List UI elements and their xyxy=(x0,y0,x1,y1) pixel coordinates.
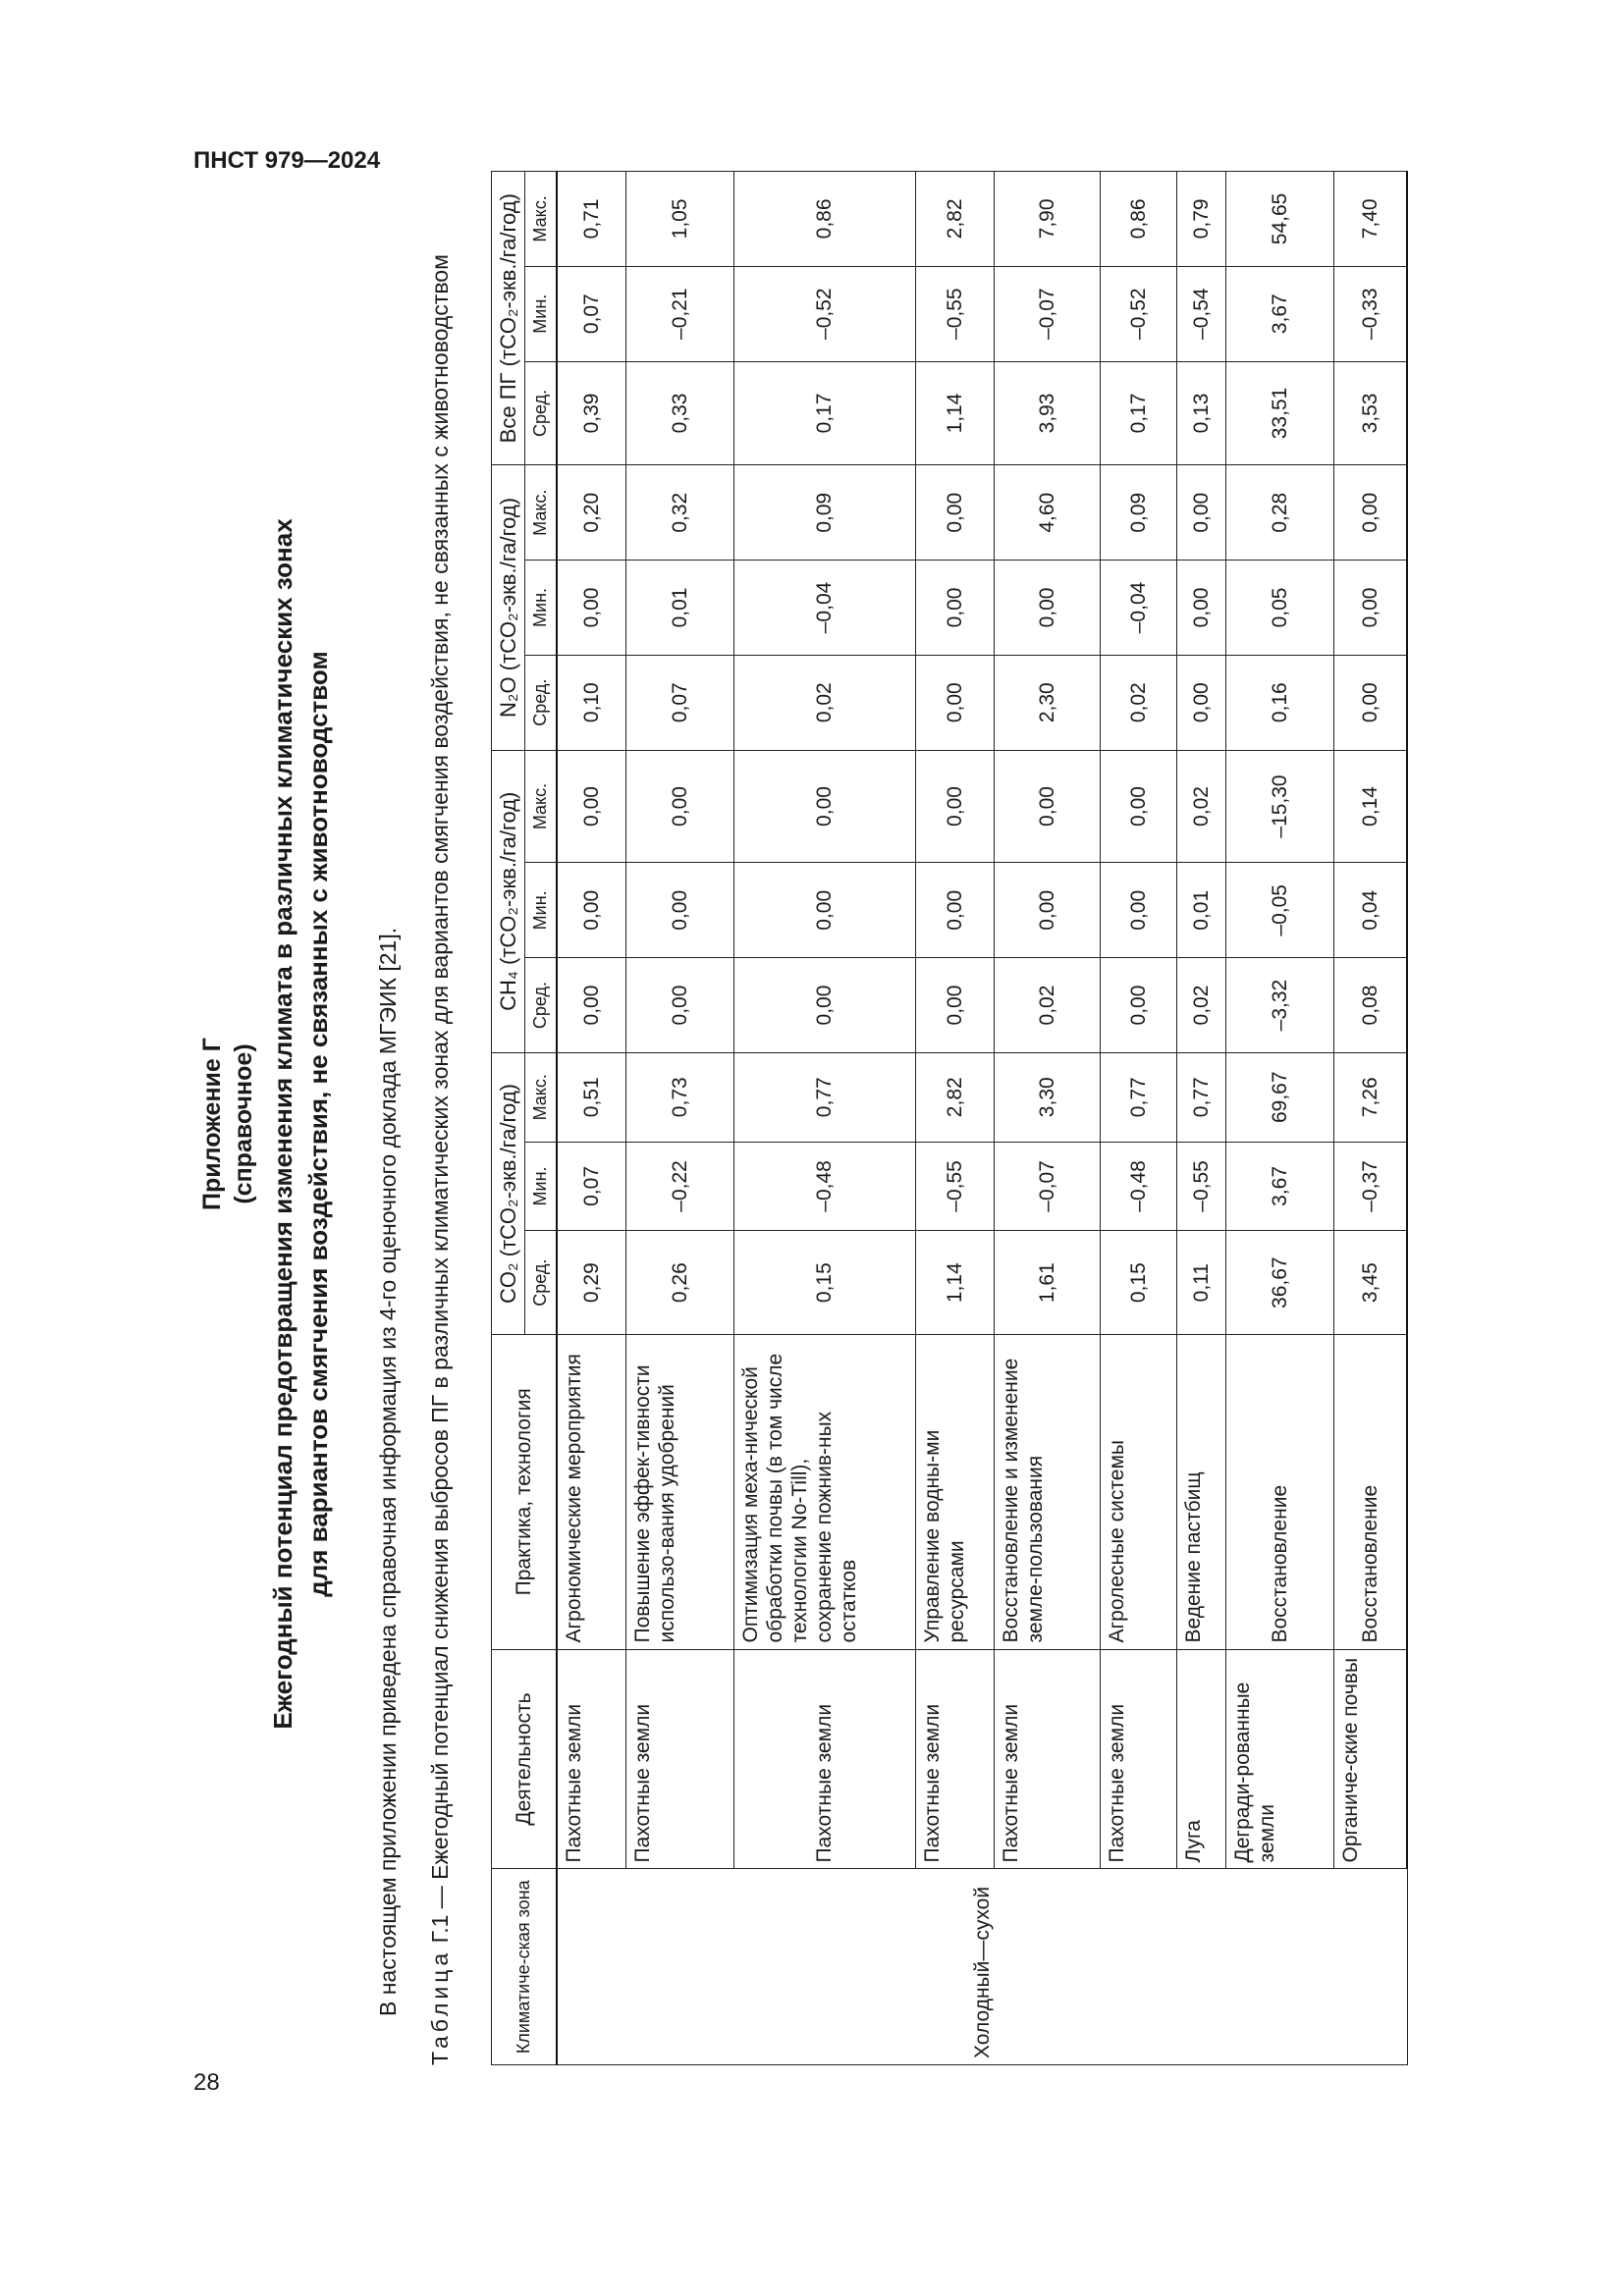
value-cell: –0,37 xyxy=(1333,1142,1407,1231)
value-cell: 0,16 xyxy=(1225,655,1333,750)
value-cell: 0,00 xyxy=(1100,958,1176,1053)
ch4-max-header: Макс. xyxy=(525,750,558,863)
value-cell: 0,01 xyxy=(625,561,733,656)
value-cell: –0,04 xyxy=(1100,561,1176,656)
practice-cell: Управление водны-ми ресурсами xyxy=(915,1335,994,1649)
value-cell: –0,55 xyxy=(1176,1142,1225,1231)
practice-cell: Ведение пастбищ xyxy=(1176,1335,1225,1649)
value-cell: 0,09 xyxy=(1100,465,1176,561)
practice-cell: Восстановление xyxy=(1333,1335,1407,1649)
value-cell: 0,11 xyxy=(1176,1231,1225,1335)
table-row xyxy=(557,172,625,2065)
appendix-heading xyxy=(196,155,259,2093)
activity-cell: Органиче-ские почвы xyxy=(1333,1649,1407,1869)
table-row xyxy=(1225,172,1333,2065)
value-cell: 0,77 xyxy=(1100,1052,1176,1142)
value-cell: 0,00 xyxy=(733,750,915,863)
value-cell: –0,22 xyxy=(625,1142,733,1231)
value-cell: 1,14 xyxy=(915,1231,994,1335)
title-line-2: для вариантов смягчения воздействия, не связанных с животноводством xyxy=(303,651,333,1597)
practice-cell: Агролесные системы xyxy=(1100,1335,1176,1649)
value-cell: 0,00 xyxy=(1176,655,1225,750)
value-cell: 0,32 xyxy=(625,465,733,561)
activity-cell: Пахотные земли xyxy=(994,1649,1100,1869)
value-cell: 0,15 xyxy=(733,1231,915,1335)
value-cell: 0,00 xyxy=(994,561,1100,656)
activity-cell: Луга xyxy=(1176,1649,1225,1869)
value-cell: 0,10 xyxy=(557,655,625,750)
table-row xyxy=(1100,172,1176,2065)
value-cell: 0,09 xyxy=(733,465,915,561)
co2-header: CO₂ (тCO₂-экв./га/год) xyxy=(492,1052,525,1334)
value-cell: 0,00 xyxy=(915,655,994,750)
value-cell: 7,26 xyxy=(1333,1052,1407,1142)
value-cell: 0,39 xyxy=(557,361,625,465)
value-cell: 33,51 xyxy=(1225,361,1333,465)
ch4-header: CH₄ (тCO₂-экв./га/год) xyxy=(492,750,525,1052)
value-cell: 0,86 xyxy=(1100,172,1176,267)
ch4-avg-header: Сред. xyxy=(525,958,558,1053)
value-cell: 2,82 xyxy=(915,1052,994,1142)
value-cell: 0,33 xyxy=(625,361,733,465)
practice-header: Практика, технология xyxy=(492,1335,558,1649)
co2-avg-header: Сред. xyxy=(525,1231,558,1335)
value-cell: 0,00 xyxy=(994,750,1100,863)
value-cell: 36,67 xyxy=(1225,1231,1333,1335)
table-body xyxy=(557,172,1407,2065)
value-cell: 0,05 xyxy=(1225,561,1333,656)
page-number: 28 xyxy=(193,2069,220,2096)
value-cell: 0,00 xyxy=(557,561,625,656)
value-cell: –15,30 xyxy=(1225,750,1333,863)
value-cell: –0,07 xyxy=(994,266,1100,361)
value-cell: 0,86 xyxy=(733,172,915,267)
value-cell: 0,02 xyxy=(1176,958,1225,1053)
value-cell: 3,67 xyxy=(1225,266,1333,361)
value-cell: 0,00 xyxy=(1176,465,1225,561)
activity-cell: Пахотные земли xyxy=(733,1649,915,1869)
value-cell: –0,21 xyxy=(625,266,733,361)
value-cell: 0,08 xyxy=(1333,958,1407,1053)
value-cell: –0,07 xyxy=(994,1142,1100,1231)
intro-paragraph: В настоящем приложении приведена справочная информация из 4-го оценочного доклада МГЭИК [21]. xyxy=(375,927,401,2016)
header-row-groups xyxy=(492,172,525,2065)
value-cell: 0,00 xyxy=(557,958,625,1053)
n2o-avg-header: Сред. xyxy=(525,655,558,750)
value-cell: 0,79 xyxy=(1176,172,1225,267)
value-cell: 0,00 xyxy=(625,750,733,863)
value-cell: 0,00 xyxy=(733,863,915,958)
table-row xyxy=(994,172,1100,2065)
value-cell: 0,00 xyxy=(1176,561,1225,656)
value-cell: 0,00 xyxy=(1333,655,1407,750)
table-caption xyxy=(426,141,454,2065)
value-cell: –0,33 xyxy=(1333,266,1407,361)
practice-cell: Агрономические мероприятия xyxy=(557,1335,625,1649)
value-cell: 0,13 xyxy=(1176,361,1225,465)
value-cell: 0,02 xyxy=(994,958,1100,1053)
value-cell: –0,52 xyxy=(1100,266,1176,361)
activity-header: Деятельность xyxy=(492,1649,558,1869)
activity-cell: Дегради-рованные земли xyxy=(1225,1649,1333,1869)
value-cell: 7,40 xyxy=(1333,172,1407,267)
value-cell: –0,04 xyxy=(733,561,915,656)
practice-cell: Восстановление xyxy=(1225,1335,1333,1649)
table-row xyxy=(1333,172,1407,2065)
value-cell: 1,14 xyxy=(915,361,994,465)
all-avg-header: Сред. xyxy=(525,361,558,465)
ch4-min-header: Мин. xyxy=(525,863,558,958)
value-cell: 0,77 xyxy=(733,1052,915,1142)
value-cell: –0,48 xyxy=(1100,1142,1176,1231)
value-cell: 0,17 xyxy=(1100,361,1176,465)
value-cell: –0,48 xyxy=(733,1142,915,1231)
appendix-main-title xyxy=(265,155,336,2093)
co2-min-header: Мин. xyxy=(525,1142,558,1231)
value-cell: 0,71 xyxy=(557,172,625,267)
value-cell: 3,53 xyxy=(1333,361,1407,465)
value-cell: –0,54 xyxy=(1176,266,1225,361)
value-cell: 0,51 xyxy=(557,1052,625,1142)
value-cell: 0,00 xyxy=(557,750,625,863)
practice-cell: Оптимизация меха-нической обработки почвы (в том числе технологии No-Till), сохранение пожнив-ных остатков xyxy=(733,1335,915,1649)
value-cell: 0,14 xyxy=(1333,750,1407,863)
value-cell: 1,61 xyxy=(994,1231,1100,1335)
value-cell: 0,02 xyxy=(1176,750,1225,863)
value-cell: 0,00 xyxy=(1100,863,1176,958)
all-max-header: Макс. xyxy=(525,172,558,267)
value-cell: 2,82 xyxy=(915,172,994,267)
zone-header: Климатиче-ская зона xyxy=(492,1869,558,2065)
appendix-subtitle: (справочное) xyxy=(230,1043,257,1204)
value-cell: 0,07 xyxy=(557,266,625,361)
table-row xyxy=(1176,172,1225,2065)
value-cell: –0,55 xyxy=(915,1142,994,1231)
value-cell: 54,65 xyxy=(1225,172,1333,267)
value-cell: 0,00 xyxy=(915,863,994,958)
value-cell: 0,15 xyxy=(1100,1231,1176,1335)
value-cell: –3,32 xyxy=(1225,958,1333,1053)
value-cell: 0,00 xyxy=(915,750,994,863)
value-cell: 0,00 xyxy=(994,863,1100,958)
value-cell: 0,04 xyxy=(1333,863,1407,958)
caption-text: Г.1 — Ежегодный потенциал снижения выбросов ПГ в различных климатических зонах для вариантов смягчения воздействия, не связанных с животноводством xyxy=(427,254,453,1944)
value-cell: 0,20 xyxy=(557,465,625,561)
activity-cell: Пахотные земли xyxy=(915,1649,994,1869)
n2o-min-header: Мин. xyxy=(525,561,558,656)
practice-cell: Восстановление и изменение земле-пользования xyxy=(994,1335,1100,1649)
value-cell: –0,55 xyxy=(915,266,994,361)
value-cell: 0,77 xyxy=(1176,1052,1225,1142)
value-cell: –0,05 xyxy=(1225,863,1333,958)
value-cell: 0,26 xyxy=(625,1231,733,1335)
value-cell: 7,90 xyxy=(994,172,1100,267)
value-cell: 0,00 xyxy=(1100,750,1176,863)
value-cell: –0,52 xyxy=(733,266,915,361)
all-ghg-header: Все ПГ (тCO₂-экв./га/год) xyxy=(492,172,525,465)
all-min-header: Мин. xyxy=(525,266,558,361)
practice-cell: Повышение эффек-тивности использо-вания удобрений xyxy=(625,1335,733,1649)
table-row xyxy=(733,172,915,2065)
value-cell: 1,05 xyxy=(625,172,733,267)
value-cell: 0,02 xyxy=(733,655,915,750)
value-cell: 0,00 xyxy=(1333,561,1407,656)
value-cell: 2,30 xyxy=(994,655,1100,750)
ghg-potential-table xyxy=(491,171,1408,2065)
value-cell: 4,60 xyxy=(994,465,1100,561)
value-cell: 0,00 xyxy=(625,958,733,1053)
table-row xyxy=(625,172,733,2065)
value-cell: 69,67 xyxy=(1225,1052,1333,1142)
n2o-header: N₂O (тCO₂-экв./га/год) xyxy=(492,465,525,750)
value-cell: 0,07 xyxy=(625,655,733,750)
value-cell: 0,28 xyxy=(1225,465,1333,561)
rotated-content xyxy=(187,110,1453,2093)
value-cell: 0,01 xyxy=(1176,863,1225,958)
value-cell: 0,00 xyxy=(915,465,994,561)
zone-cell: Холодный—сухой xyxy=(557,1869,1407,2065)
value-cell: 3,30 xyxy=(994,1052,1100,1142)
table-row xyxy=(915,172,994,2065)
value-cell: 0,00 xyxy=(1333,465,1407,561)
activity-cell: Пахотные земли xyxy=(557,1649,625,1869)
value-cell: 0,00 xyxy=(557,863,625,958)
value-cell: 0,00 xyxy=(625,863,733,958)
value-cell: 3,45 xyxy=(1333,1231,1407,1335)
value-cell: 0,17 xyxy=(733,361,915,465)
document-number: ПНСТ 979—2024 xyxy=(193,147,381,174)
n2o-max-header: Макс. xyxy=(525,465,558,561)
value-cell: 0,00 xyxy=(915,561,994,656)
value-cell: 0,07 xyxy=(557,1142,625,1231)
value-cell: 0,73 xyxy=(625,1052,733,1142)
activity-cell: Пахотные земли xyxy=(1100,1649,1176,1869)
caption-label: Таблица xyxy=(427,1949,453,2065)
value-cell: 0,00 xyxy=(915,958,994,1053)
co2-max-header: Макс. xyxy=(525,1052,558,1142)
value-cell: 0,00 xyxy=(733,958,915,1053)
value-cell: 0,29 xyxy=(557,1231,625,1335)
value-cell: 0,02 xyxy=(1100,655,1176,750)
title-line-1: Ежегодный потенциал предотвращения изменения климата в различных климатических зонах xyxy=(268,518,298,1730)
value-cell: 3,67 xyxy=(1225,1142,1333,1231)
value-cell: 3,93 xyxy=(994,361,1100,465)
appendix-title: Приложение Г xyxy=(198,1038,226,1210)
activity-cell: Пахотные земли xyxy=(625,1649,733,1869)
